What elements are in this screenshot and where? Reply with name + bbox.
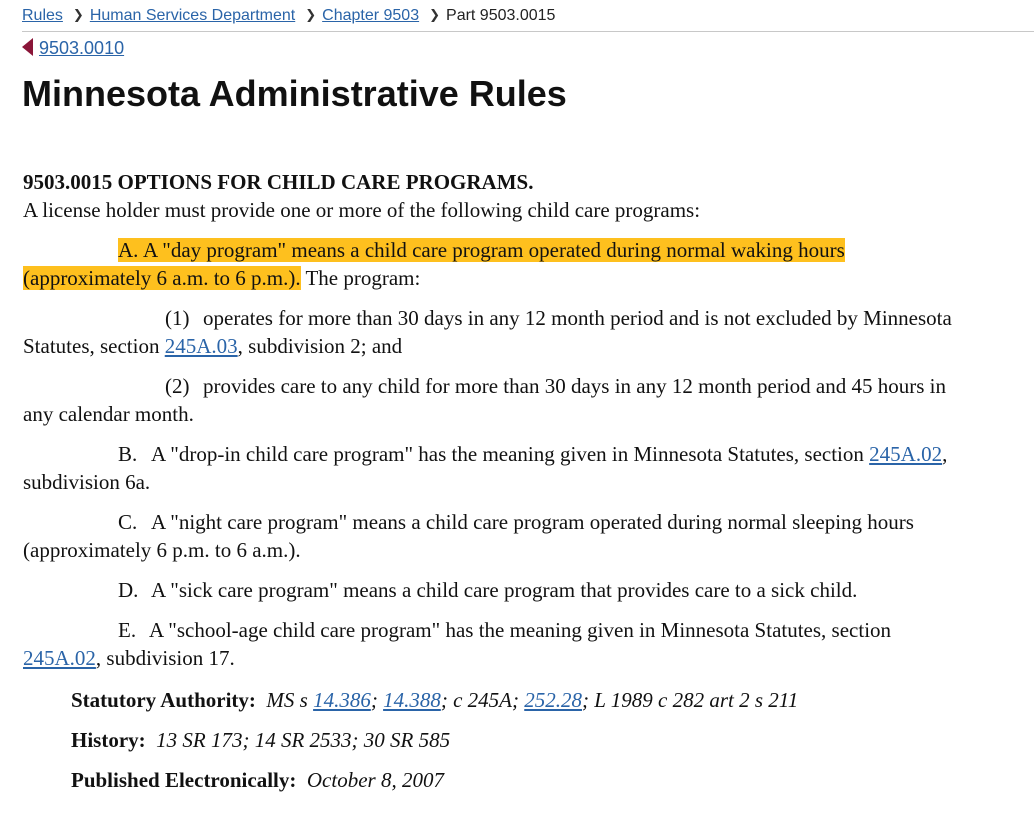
item-b-text: A "drop-in child care program" has the meaning given in Minnesota Statutes, section <box>151 442 870 466</box>
rule-item-b <box>23 440 973 496</box>
breadcrumb-current: Part 9503.0015 <box>446 7 556 24</box>
history-value: 13 SR 173; 14 SR 2533; 30 SR 585 <box>156 728 451 752</box>
caret-left-icon[interactable] <box>22 38 33 56</box>
item-a-rest: The program: <box>300 266 421 290</box>
published-electronically <box>71 766 798 794</box>
chevron-right-icon: ❯ <box>429 7 441 22</box>
item-c-text: A "night care program" means a child care program operated during normal sleeping hours (approximately 6 p.m. to 6 a.m.). <box>23 510 914 562</box>
breadcrumb <box>22 6 1034 32</box>
highlighted-text <box>23 238 845 290</box>
previous-part-link[interactable]: 9503.0010 <box>39 38 125 58</box>
rule-item-c <box>23 508 973 564</box>
rule-intro: A license holder must provide one or more of the following child care programs: <box>23 198 701 222</box>
chevron-right-icon: ❯ <box>72 7 84 22</box>
item-mark: A. <box>118 238 139 262</box>
rule-item-a <box>23 236 973 292</box>
rule-item-d <box>23 576 973 604</box>
authority-text: ; c 245A; <box>440 688 525 712</box>
item-mark: (1) <box>165 306 190 330</box>
breadcrumb-link-human-services[interactable]: Human Services Department <box>89 7 296 24</box>
history <box>71 726 798 754</box>
authority-text: ; L 1989 c 282 art 2 s 211 <box>581 688 799 712</box>
item-mark: C. <box>118 510 138 534</box>
item-a-highlighted: A "day program" means a child care program operated during normal waking hours (approximately 6 a.m. to 6 p.m.). <box>23 238 845 290</box>
statute-link-25228[interactable]: 252.28 <box>524 688 582 712</box>
breadcrumb-link-rules[interactable]: Rules <box>22 7 63 24</box>
rule-subitem-2 <box>23 372 973 428</box>
statute-link-14386[interactable]: 14.386 <box>313 688 371 712</box>
statutory-authority-value <box>266 688 798 712</box>
authority-text: MS s <box>266 688 314 712</box>
item-mark: D. <box>118 578 139 602</box>
item-e-text: A "school-age child care program" has the meaning given in Minnesota Statutes, section <box>149 618 892 642</box>
statute-link-245a02[interactable]: 245A.02 <box>23 646 96 670</box>
breadcrumb-link-chapter[interactable]: Chapter 9503 <box>322 7 420 24</box>
history-label: History: <box>71 728 146 752</box>
item-mark: B. <box>118 442 138 466</box>
statute-link-14388[interactable]: 14.388 <box>383 688 441 712</box>
item-e-text-after: , subdivision 17. <box>95 646 235 670</box>
sub1-text: operates for more than 30 days in any 12 month period and is not excluded by Minnesota Statutes, section <box>23 306 952 358</box>
statutory-authority <box>71 686 798 714</box>
page-title: Minnesota Administrative Rules <box>22 73 567 114</box>
item-mark: E. <box>118 618 137 642</box>
statute-link-245a03[interactable]: 245A.03 <box>164 334 238 358</box>
item-mark: (2) <box>165 374 190 398</box>
rule-item-e <box>23 616 973 672</box>
rule-subitem-1 <box>23 304 973 360</box>
sub1-text-after: , subdivision 2; and <box>237 334 403 358</box>
statutory-authority-label: Statutory Authority: <box>71 688 256 712</box>
item-d-text: A "sick care program" means a child care program that provides care to a sick child. <box>151 578 858 602</box>
rule-footnotes <box>71 686 798 806</box>
item-b-text-after: , subdivision 6a. <box>23 442 948 494</box>
rule-heading: 9503.0015 OPTIONS FOR CHILD CARE PROGRAMS. <box>23 170 534 194</box>
sub2-text: provides care to any child for more than 30 days in any 12 month period and 45 hours in any calendar month. <box>23 374 946 426</box>
rule-body <box>23 168 973 672</box>
chevron-right-icon: ❯ <box>305 7 317 22</box>
authority-text: ; <box>370 688 384 712</box>
statute-link-245a02[interactable]: 245A.02 <box>869 442 943 466</box>
published-label: Published Electronically: <box>71 768 297 792</box>
previous-part-nav[interactable] <box>22 37 124 59</box>
published-value: October 8, 2007 <box>306 768 444 792</box>
